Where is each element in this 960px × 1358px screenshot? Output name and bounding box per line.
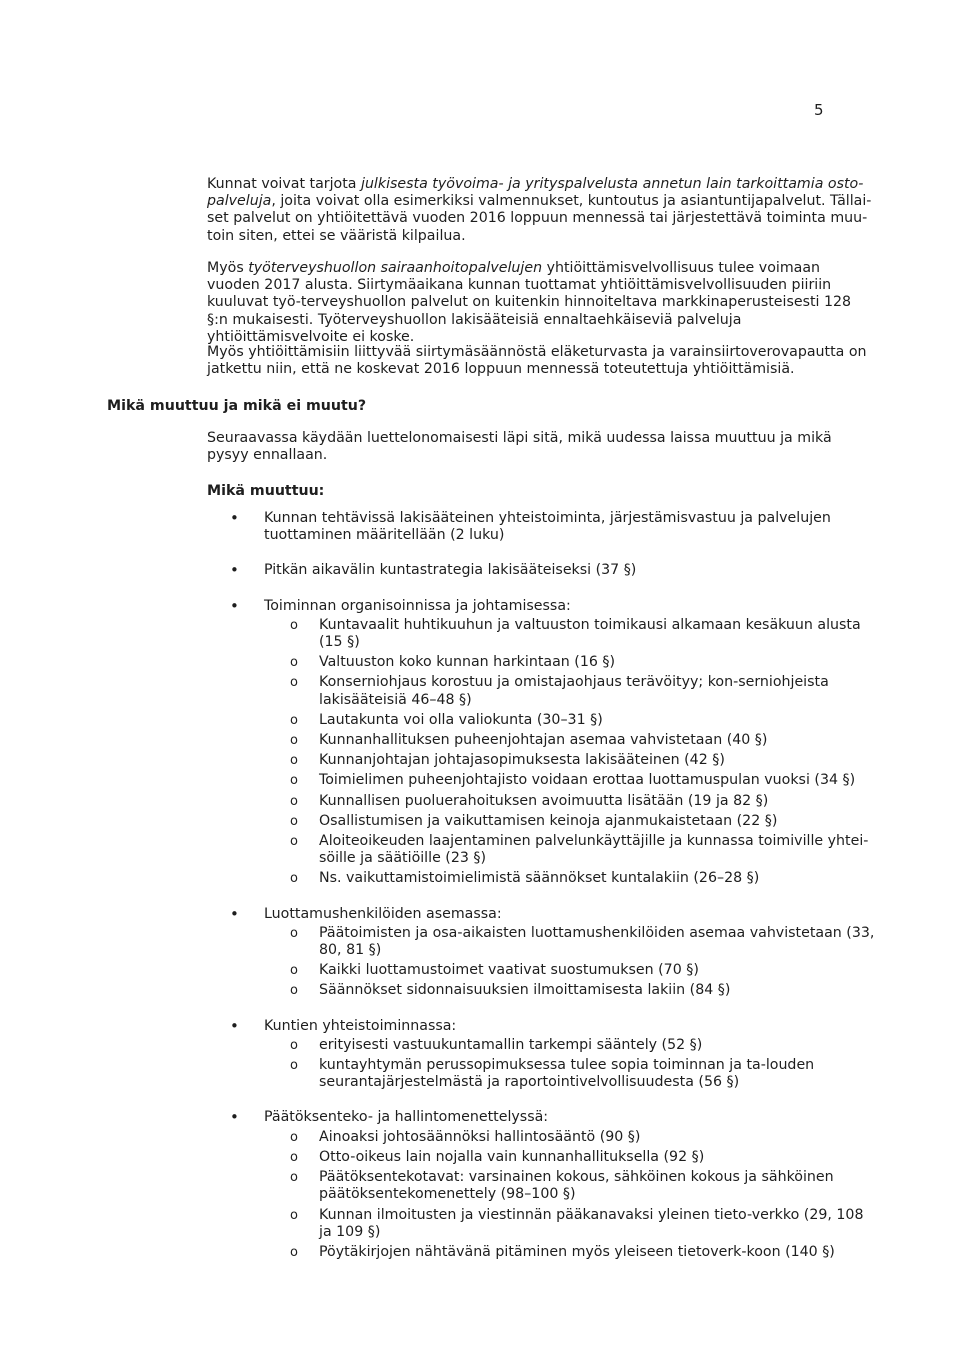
- p3-text: Myös yhtiöittämisiin liittyvää siirtymäsäännöstä eläketurvasta ja varainsiirtoverovapautta on jatkettu niin, että ne koskevat 2016 loppuun mennessä toteutettuja yhtiöittämisiä.: [207, 344, 867, 378]
- sub-list-item: o Ainoaksi johtosäännöksi hallintosääntö (90 §): [264, 1129, 880, 1146]
- sub-list-item: o Päätöksentekotavat: varsinainen kokous, sähköinen kokous ja sähköinen päätöksentekomenettely (98–100 §): [264, 1169, 880, 1203]
- subheading-changes: Mikä muuttuu:: [207, 483, 325, 499]
- sub-list-item: o Otto-oikeus lain nojalla vain kunnanhallituksella (92 §): [264, 1149, 880, 1166]
- p1-text-b: , joita voivat olla esimerkiksi valmennukset, kuntoutus ja asiantuntijapalvelut. Tällai-set palvelut on yhtiöitettävä vuoden 2016 loppuun mennessä tai järjestettävä toiminta muu-toin siten, ettei se vääristä kilpailua.: [207, 193, 872, 244]
- paragraph-occupational-health: [207, 260, 875, 346]
- p4-text: Seuraavassa käydään luettelonomaisesti läpi sitä, mikä uudessa laissa muuttuu ja mikä pysyy ennallaan.: [207, 430, 832, 464]
- p1-italic: julkisesta työvoima- ja yrityspalvelusta annetun lain tarkoittamia osto-palveluja: [207, 176, 864, 210]
- list-item-text: • Päätöksenteko- ja hallintomenettelyssä:: [264, 1109, 549, 1126]
- list-item-text: • Toiminnan organisoinnissa ja johtamisessa:: [264, 597, 571, 614]
- sub-list-item: o Lautakunta voi olla valiokunta (30–31 §): [264, 712, 880, 729]
- list-item-text: • Luottamushenkilöiden asemassa:: [264, 905, 502, 922]
- list-item: [230, 562, 880, 579]
- paragraph-intro: [207, 430, 875, 464]
- sub-list-item: o Osallistumisen ja vaikuttamisen keinoja ajanmukaistetaan (22 §): [264, 813, 880, 830]
- sub-list: [264, 925, 880, 1000]
- sub-list: [264, 1129, 880, 1261]
- sub-list-item: o Valtuuston koko kunnan harkintaan (16 §): [264, 654, 880, 671]
- p2-text-a: Myös: [207, 260, 249, 276]
- p1-text-a: Kunnat voivat tarjota: [207, 176, 361, 192]
- sub-list-item: o Kaikki luottamustoimet vaativat suostumuksen (70 §): [264, 962, 880, 979]
- list-item: [230, 1109, 880, 1261]
- sub-list-item: o Kunnanjohtajan johtajasopimuksesta lakisääteinen (42 §): [264, 752, 880, 769]
- sub-list-item: o Aloiteoikeuden laajentaminen palvelunkäyttäjille ja kunnassa toimiville yhtei-söille ja säätiöille (23 §): [264, 833, 880, 867]
- p2-italic: työterveyshuollon sairaanhoitopalvelujen: [248, 260, 543, 276]
- list-item-text: • Kuntien yhteistoiminnassa:: [264, 1017, 457, 1034]
- sub-list-item: o Konserniohjaus korostuu ja omistajaohjaus terävöityy; kon-serniohjeista lakisääteisiä 46–48 §): [264, 674, 880, 708]
- list-item: [230, 598, 880, 888]
- sub-list-item: o erityisesti vastuukuntamallin tarkempi sääntely (52 §): [264, 1037, 880, 1054]
- sub-list-item: o Kuntavaalit huhtikuuhun ja valtuuston toimikausi alkamaan kesäkuun alusta (15 §): [264, 617, 880, 651]
- changes-list: [230, 510, 880, 1279]
- paragraph-purchased-services: [207, 176, 875, 245]
- list-item-text: • Pitkän aikavälin kuntastrategia lakisääteiseksi (37 §): [264, 562, 637, 579]
- section-heading: Mikä muuttuu ja mikä ei muutu?: [107, 398, 367, 414]
- sub-list-item: o Säännökset sidonnaisuuksien ilmoittamisesta lakiin (84 §): [264, 982, 880, 999]
- sub-list-item: o Pöytäkirjojen nähtävänä pitäminen myös yleiseen tietoverk-koon (140 §): [264, 1244, 880, 1261]
- p2-text-b: yhtiöittämisvelvollisuus tulee voimaan vuoden 2017 alusta. Siirtymäaikana kunnan tuottamat yhtiöittämisvelvollisuuden piiriin kuuluvat työ-terveyshuollon palvelut on kuitenkin hinnoiteltava markkinaperusteisesti 128 §:n mukaisesti. Työterveyshuollon lakisääteisiä ennaltaehkäiseviä palveluja yhtiöittämisvelvoite ei koske.: [207, 260, 852, 345]
- sub-list: [264, 617, 880, 888]
- list-item: [230, 510, 880, 544]
- sub-list-item: o Ns. vaikuttamistoimielimistä säännökset kuntalakiin (26–28 §): [264, 870, 880, 887]
- list-item: [230, 906, 880, 1000]
- sub-list-item: o Kunnallisen puoluerahoituksen avoimuutta lisätään (19 ja 82 §): [264, 793, 880, 810]
- sub-list-item: o Kunnan ilmoitusten ja viestinnän pääkanavaksi yleinen tieto-verkko (29, 108 ja 109 §): [264, 1207, 880, 1241]
- paragraph-transition: [207, 344, 875, 378]
- sub-list-item: o Päätoimisten ja osa-aikaisten luottamushenkilöiden asemaa vahvistetaan (33, 80, 81 §): [264, 925, 880, 959]
- sub-list: [264, 1037, 880, 1092]
- sub-list-item: o Toimielimen puheenjohtajisto voidaan erottaa luottamuspulan vuoksi (34 §): [264, 772, 880, 789]
- page-number: 5: [814, 101, 824, 119]
- sub-list-item: o kuntayhtymän perussopimuksessa tulee sopia toiminnan ja ta-louden seurantajärjestelmästä ja raportointivelvollisuudesta (56 §): [264, 1057, 880, 1091]
- list-item-text: • Kunnan tehtävissä lakisääteinen yhteistoiminta, järjestämisvastuu ja palvelujen tuottaminen määritellään (2 luku): [264, 510, 831, 544]
- list-item: [230, 1018, 880, 1092]
- sub-list-item: o Kunnanhallituksen puheenjohtajan asemaa vahvistetaan (40 §): [264, 732, 880, 749]
